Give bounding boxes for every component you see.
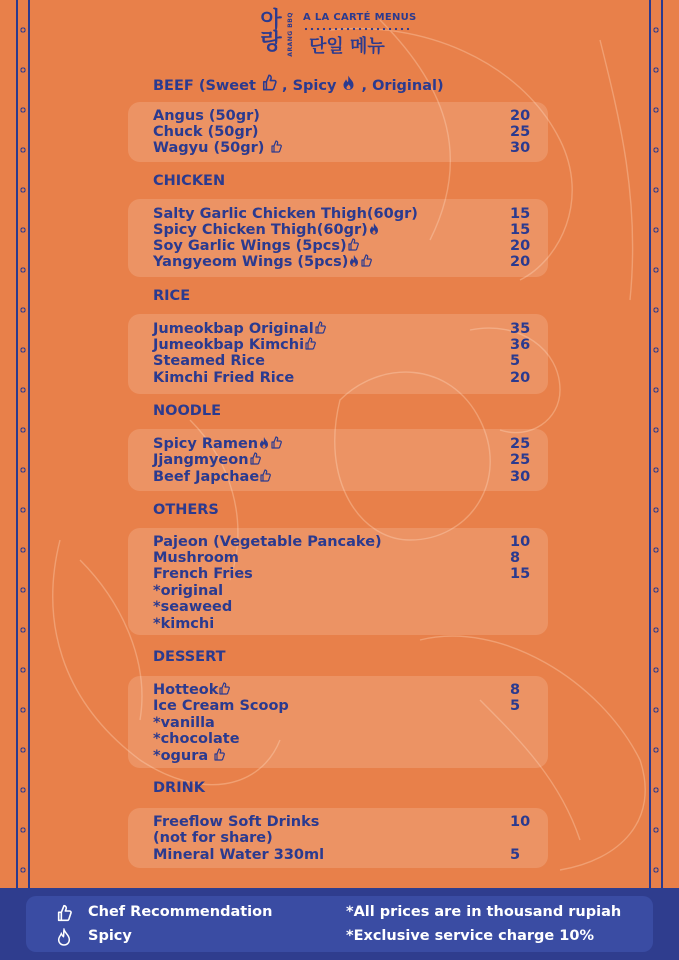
note-prices: *All prices are in thousand rupiah [346, 904, 622, 920]
thumbs-up-icon [213, 748, 225, 761]
menu-item: Mineral Water 330ml 5 [153, 847, 521, 863]
menu-item: Jumeokbap Original 35 [153, 321, 531, 337]
section-title-drink: DRINK [153, 780, 205, 796]
menu-header [257, 10, 427, 60]
thumbs-up-icon [270, 436, 282, 449]
panel-beef [128, 102, 548, 162]
menu-item: Yangyeom Wings (5pcs) 20 [153, 254, 531, 270]
flame-icon [56, 928, 72, 946]
left-border-rail [16, 0, 30, 888]
menu-item: *original [153, 583, 224, 599]
thumbs-up-icon [304, 337, 316, 350]
menu-item: Steamed Rice 5 [153, 353, 521, 369]
menu-item: (not for share) [153, 830, 273, 846]
menu-item: Jjangmyeon 25 [153, 452, 531, 468]
menu-item: *seaweed [153, 599, 233, 615]
logo-korean: 아랑 [260, 8, 282, 55]
subtitle-dotted-rule [303, 27, 409, 31]
flame-icon [341, 74, 356, 91]
menu-item: Wagyu (50gr) 30 [153, 140, 531, 156]
menu-item: *ogura [153, 748, 533, 765]
legend-chef-recommendation: Chef Recommendation [88, 904, 273, 920]
menu-item: Ice Cream Scoop 5 [153, 698, 521, 714]
thumbs-up-icon [56, 904, 72, 922]
menu-subtitle: A LA CARTÉ MENUS [303, 12, 417, 23]
section-title-dessert: DESSERT [153, 649, 226, 665]
thumbs-up-icon [261, 74, 277, 91]
panel-noodle [128, 429, 548, 491]
thumbs-up-icon [270, 140, 282, 153]
menu-item: Freeflow Soft Drinks 10 [153, 814, 531, 830]
menu-item: Mushroom 8 [153, 550, 521, 566]
thumbs-up-icon [249, 452, 261, 465]
panel-drink [128, 808, 548, 868]
section-title-noodle: NOODLE [153, 403, 221, 419]
thumbs-up-icon [360, 254, 372, 267]
footer-panel [26, 896, 653, 952]
panel-chicken [128, 199, 548, 277]
section-title-others: OTHERS [153, 502, 219, 518]
menu-item: Kimchi Fried Rice 20 [153, 370, 531, 386]
logo-english: ARANG BBQ [287, 12, 294, 57]
menu-item: *vanilla [153, 715, 215, 731]
section-title-rice: RICE [153, 288, 191, 304]
legend-spicy: Spicy [88, 928, 132, 944]
note-service-charge: *Exclusive service charge 10% [346, 928, 595, 944]
menu-subtitle-korean: 단일 메뉴 [309, 36, 385, 57]
menu-item: Hotteok 8 [153, 682, 521, 698]
thumbs-up-icon [218, 682, 230, 695]
thumbs-up-icon [314, 321, 326, 334]
flame-icon [348, 254, 360, 267]
menu-item: Pajeon (Vegetable Pancake) 10 [153, 534, 531, 550]
section-title-beef: BEEF (Sweet , Spicy , Original) [153, 74, 444, 94]
menu-item: *kimchi [153, 616, 215, 632]
menu-item: Soy Garlic Wings (5pcs) 20 [153, 238, 531, 254]
menu-item: *chocolate [153, 731, 240, 747]
flame-icon [368, 222, 380, 235]
thumbs-up-icon [259, 469, 271, 482]
panel-others [128, 528, 548, 635]
right-border-rail [649, 0, 663, 888]
menu-item: Jumeokbap Kimchi 36 [153, 337, 531, 353]
menu-item: Chuck (50gr) 25 [153, 124, 531, 140]
footer-legend [0, 888, 679, 960]
thumbs-up-icon [347, 238, 359, 251]
menu-item: French Fries 15 [153, 566, 531, 582]
panel-dessert [128, 676, 548, 768]
menu-item: Spicy Ramen 25 [153, 436, 531, 452]
menu-item: Beef Japchae 30 [153, 469, 531, 485]
menu-item: Angus (50gr) 20 [153, 108, 531, 124]
flame-icon [258, 436, 270, 449]
menu-item: Spicy Chicken Thigh(60gr) 15 [153, 222, 531, 238]
section-title-chicken: CHICKEN [153, 173, 226, 189]
menu-item: Salty Garlic Chicken Thigh(60gr) 15 [153, 206, 531, 222]
panel-rice [128, 314, 548, 394]
